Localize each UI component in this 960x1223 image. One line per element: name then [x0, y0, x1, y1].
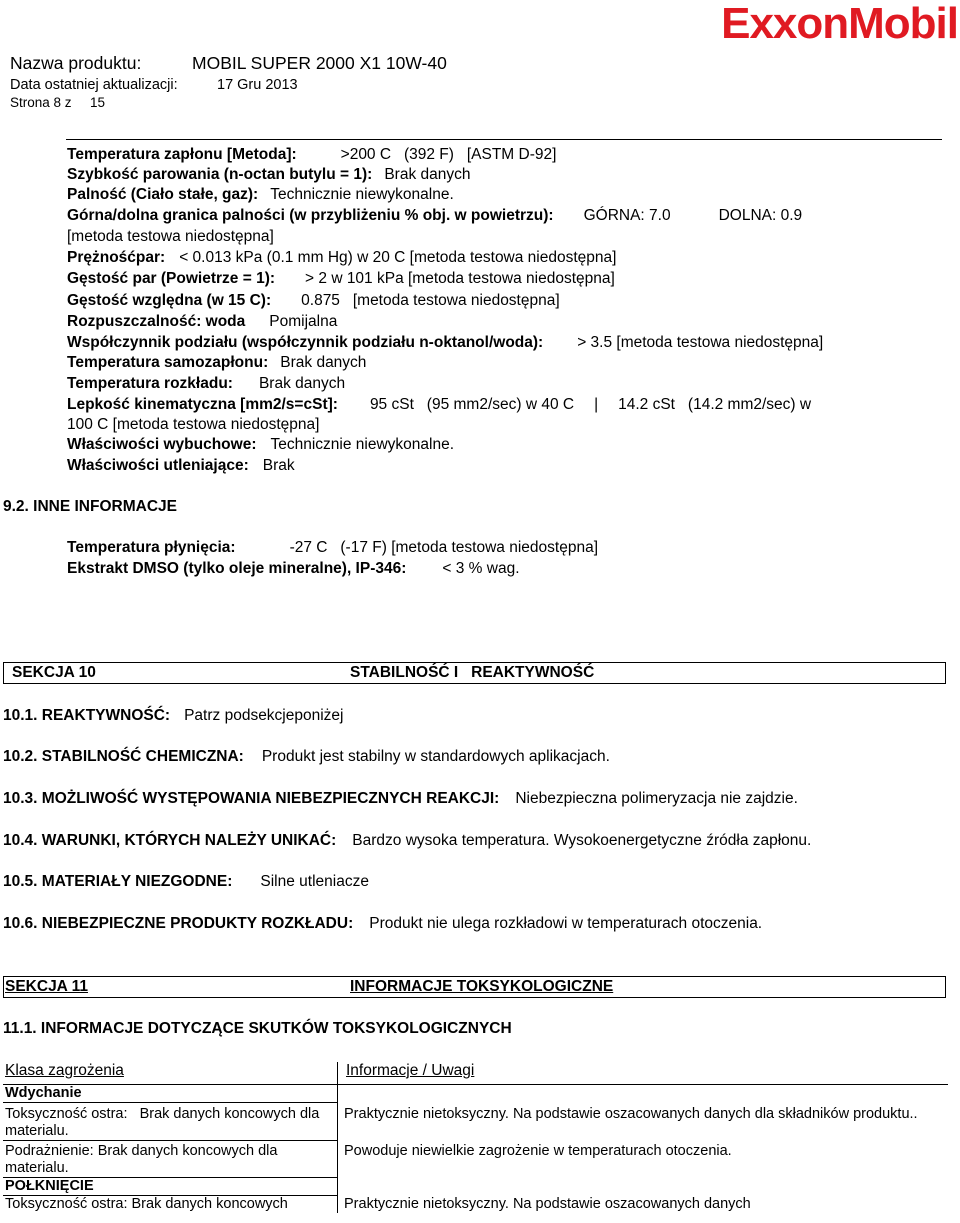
sec10-item-decomposition-products — [3, 915, 762, 933]
flash-point-row — [67, 146, 556, 164]
sec10-item-label: 10.1. REAKTYWNOŚĆ: — [3, 707, 171, 724]
vapor-density-row — [67, 270, 615, 288]
table-group-row — [3, 1178, 948, 1196]
vapor-density-value: > 2 w 101 kPa [metoda testowa niedostępna] — [305, 270, 615, 287]
oxidizing-properties-value: Brak — [262, 457, 295, 474]
autoignition-label: Temperatura samozapłonu: — [67, 354, 269, 371]
pour-point-row — [67, 539, 598, 557]
sec10-item-label: 10.5. MATERIAŁY NIEZGODNE: — [3, 873, 233, 890]
viscosity-separator: | — [594, 396, 599, 413]
sec10-item-reactivity — [3, 707, 344, 725]
vapor-density-label: Gęstość par (Powietrze = 1): — [67, 270, 276, 287]
sec10-item-hazardous-reactions — [3, 790, 798, 808]
table-cell: Toksyczność ostra: Brak danych koncowych — [3, 1196, 338, 1214]
flammability-label: Palność (Ciało stałe, gaz): — [67, 186, 259, 203]
solubility-label: Rozpuszczalność: woda — [67, 313, 246, 330]
table-cell: Podrażnienie: Brak danych koncowych dla materialu. — [3, 1141, 338, 1178]
table-cell: Praktycznie nietoksyczny. Na podstawie oszacowanych danych dla składników produktu.. — [344, 1105, 918, 1122]
viscosity-value-continued: 100 C [metoda testowa niedostępna] — [67, 416, 320, 433]
sec10-item-value: Bardzo wysoka temperatura. Wysokoenergetyczne źródła zapłonu. — [352, 832, 812, 849]
table-cell: Toksyczność ostra: Brak danych koncowych dla materialu. — [3, 1103, 338, 1141]
evaporation-rate-value: Brak danych — [384, 166, 471, 183]
dmso-row — [67, 560, 520, 578]
flammability-row — [67, 186, 454, 204]
table-group-label: POŁKNIĘCIE — [3, 1178, 338, 1196]
section-10-number: SEKCJA 10 — [12, 664, 96, 681]
viscosity-value-40c: 95 cSt (95 mm2/sec) w 40 C — [369, 396, 575, 413]
evaporation-rate-row — [67, 166, 471, 184]
sec10-item-label: 10.6. NIEBEZPIECZNE PRODUKTY ROZKŁADU: — [3, 915, 354, 932]
partition-coefficient-value: > 3.5 [metoda testowa niedostępna] — [577, 334, 824, 351]
table-cell: Praktycznie nietoksyczny. Na podstawie oszacowanych danych — [344, 1195, 751, 1212]
decomposition-value: Brak danych — [258, 375, 346, 392]
header-rule — [66, 139, 942, 140]
flammability-limits-method: [metoda testowa niedostępna] — [67, 228, 274, 245]
table-row — [3, 1141, 948, 1178]
pour-point-label: Temperatura płynięcia: — [67, 539, 236, 556]
sec10-item-label: 10.3. MOŻLIWOŚĆ WYSTĘPOWANIA NIEBEZPIECZNYCH REAKCJI: — [3, 790, 500, 807]
solubility-row — [67, 313, 337, 331]
upper-limit: GÓRNA: 7.0 — [583, 207, 671, 224]
section-11-header — [3, 976, 946, 998]
decomposition-row — [67, 375, 345, 393]
explosive-properties-label: Właściwości wybuchowe: — [67, 436, 257, 453]
oxidizing-properties-label: Właściwości utleniające: — [67, 457, 249, 474]
viscosity-value-100c: 14.2 cSt (14.2 mm2/sec) w — [618, 396, 812, 413]
toxicology-table — [3, 1062, 948, 1213]
explosive-properties-value: Technicznie niewykonalne. — [270, 436, 455, 453]
sec10-item-stability — [3, 748, 610, 766]
sec10-item-value: Patrz podsekcjeponiżej — [184, 707, 344, 724]
viscosity-row — [67, 396, 811, 414]
flammability-limits-label: Górna/dolna granica palności (w przybliżeniu % obj. w powietrzu): — [67, 207, 554, 224]
relative-density-value: 0.875 [metoda testowa niedostępna] — [301, 292, 560, 309]
table-group-row — [3, 1085, 948, 1103]
table-row — [3, 1196, 948, 1214]
update-date: 17 Gru 2013 — [217, 77, 298, 93]
oxidizing-properties-row — [67, 457, 295, 475]
page-number-label: Strona 8 z — [10, 95, 72, 110]
evaporation-rate-label: Szybkość parowania (n-octan butylu = 1): — [67, 166, 373, 183]
section-10-header — [3, 662, 946, 684]
product-name-label: Nazwa produktu: — [10, 53, 142, 73]
vapor-pressure-row — [67, 249, 616, 267]
explosive-properties-row — [67, 436, 454, 454]
vapor-pressure-label: Prężnośćpar: — [67, 249, 166, 266]
update-date-label: Data ostatniej aktualizacji: — [10, 77, 178, 93]
table-group-label: Wdychanie — [3, 1085, 338, 1103]
section-11-number: SEKCJA 11 — [5, 978, 88, 995]
autoignition-value: Brak danych — [280, 354, 367, 371]
sec10-item-value: Niebezpieczna polimeryzacja nie zajdzie. — [515, 790, 798, 807]
table-col-information: Informacje / Uwagi — [338, 1062, 949, 1085]
sec10-item-value: Silne utleniacze — [260, 873, 369, 890]
section-10-title: STABILNOŚĆ I REAKTYWNOŚĆ — [350, 664, 595, 681]
table-cell: Powoduje niewielkie zagrożenie w temperaturach otoczenia. — [344, 1142, 732, 1159]
decomposition-label: Temperatura rozkładu: — [67, 375, 233, 392]
table-col-hazard-class: Klasa zagrożenia — [3, 1062, 338, 1085]
flammability-limits-row — [67, 207, 802, 225]
dmso-value: < 3 % wag. — [442, 560, 520, 577]
other-info-heading: 9.2. INNE INFORMACJE — [3, 498, 177, 515]
sec10-item-label: 10.2. STABILNOŚĆ CHEMICZNA: — [3, 748, 244, 765]
solubility-value: Pomijalna — [269, 313, 338, 330]
sec10-item-incompatible-materials — [3, 873, 369, 891]
product-name: MOBIL SUPER 2000 X1 10W-40 — [192, 53, 447, 73]
sec10-item-conditions-to-avoid — [3, 832, 811, 850]
vapor-pressure-value: < 0.013 kPa (0.1 mm Hg) w 20 C [metoda testowa niedostępna] — [179, 249, 617, 266]
partition-coefficient-label: Współczynnik podziału (współczynnik podziału n-oktanol/woda): — [67, 334, 544, 351]
page-total: 15 — [90, 95, 106, 110]
sec10-item-value: Produkt nie ulega rozkładowi w temperaturach otoczenia. — [369, 915, 763, 932]
section-11-subheading: 11.1. INFORMACJE DOTYCZĄCE SKUTKÓW TOKSYKOLOGICZNYCH — [3, 1020, 512, 1037]
exxonmobil-logo: ExxonMobil — [721, 0, 958, 48]
pour-point-value: -27 C (-17 F) [metoda testowa niedostępna] — [289, 539, 598, 556]
flammability-value: Technicznie niewykonalne. — [270, 186, 454, 203]
section-11-title: INFORMACJE TOKSYKOLOGICZNE — [350, 978, 614, 995]
table-row — [3, 1103, 948, 1141]
viscosity-label: Lepkość kinematyczna [mm2/s=cSt]: — [67, 396, 338, 413]
sec10-item-value: Produkt jest stabilny w standardowych aplikacjach. — [261, 748, 610, 765]
relative-density-label: Gęstość względna (w 15 C): — [67, 292, 272, 309]
partition-coefficient-row — [67, 334, 823, 352]
flash-point-value: >200 C (392 F) [ASTM D-92] — [340, 146, 557, 163]
dmso-label: Ekstrakt DMSO (tylko oleje mineralne), IP-346: — [67, 560, 407, 577]
table-header-row — [3, 1062, 948, 1085]
flash-point-label: Temperatura zapłonu [Metoda]: — [67, 146, 297, 163]
autoignition-row — [67, 354, 366, 372]
lower-limit: DOLNA: 0.9 — [718, 207, 803, 224]
sec10-item-label: 10.4. WARUNKI, KTÓRYCH NALEŻY UNIKAĆ: — [3, 832, 337, 849]
relative-density-row — [67, 292, 560, 310]
